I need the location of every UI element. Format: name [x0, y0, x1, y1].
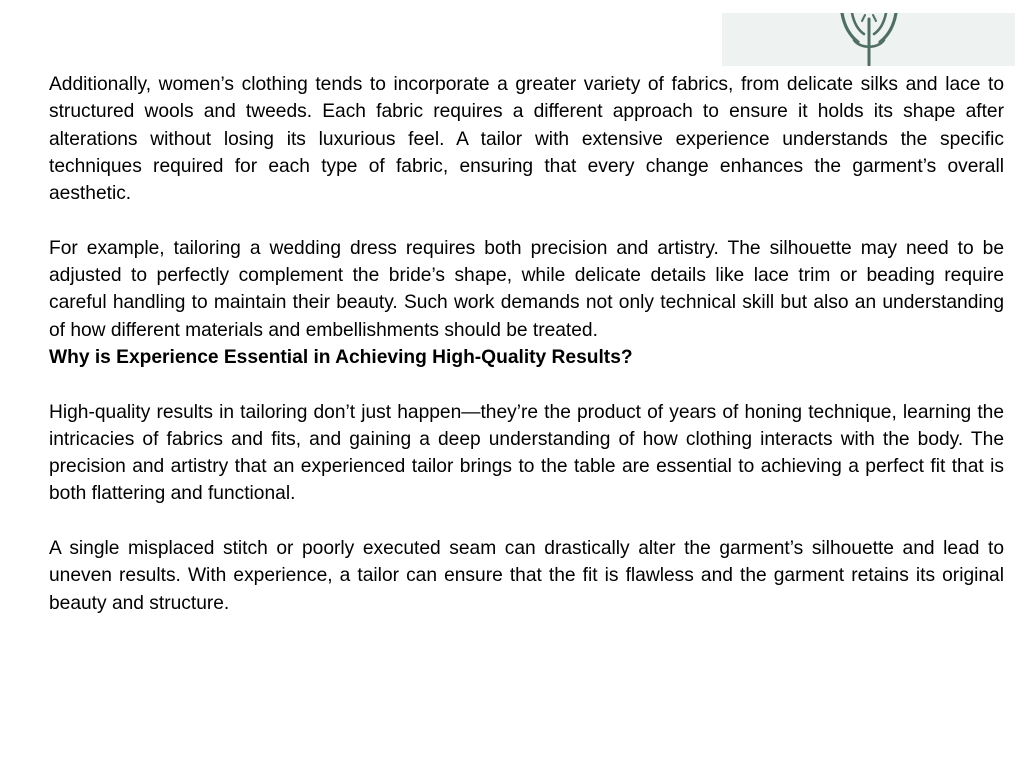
- logo-banner: [722, 13, 1015, 66]
- paragraph-high-quality-results: High-quality results in tailoring don’t just happen—they’re the product of years of honing technique, learning the intricacies of fabrics and fits, and gaining a deep understanding of how clothing interacts with the body. The precision and artistry that an experienced tailor brings to the table are essential to achieving a perfect fit that is both flattering and functional.: [49, 401, 1004, 505]
- section-heading: Why is Experience Essential in Achieving High-Quality Results?: [49, 346, 633, 368]
- trident-monogram-icon: [836, 13, 902, 66]
- article-body: [49, 71, 1004, 617]
- paragraph-wedding-dress: For example, tailoring a wedding dress requires both precision and artistry. The silhouette may need to be adjusted to perfectly complement the bride’s shape, while delicate details like lace trim or beading require careful handling to maintain their beauty. Such work demands not only technical skill but also an understanding of how different materials and embellishments should be treated.: [49, 237, 1004, 341]
- paragraph-misplaced-stitch: A single misplaced stitch or poorly executed seam can drastically alter the garment’s silhouette and lead to uneven results. With experience, a tailor can ensure that the fit is flawless and the garment retains its original beauty and structure.: [49, 538, 1004, 614]
- paragraph-fabric-variety: Additionally, women’s clothing tends to incorporate a greater variety of fabrics, from delicate silks and lace to structured wools and tweeds. Each fabric requires a different approach to ensure it holds its shape after alterations without losing its luxurious feel. A tailor with extensive experience understands the specific techniques required for each type of fabric, ensuring that every change enhances the garment’s overall aesthetic.: [49, 74, 1004, 205]
